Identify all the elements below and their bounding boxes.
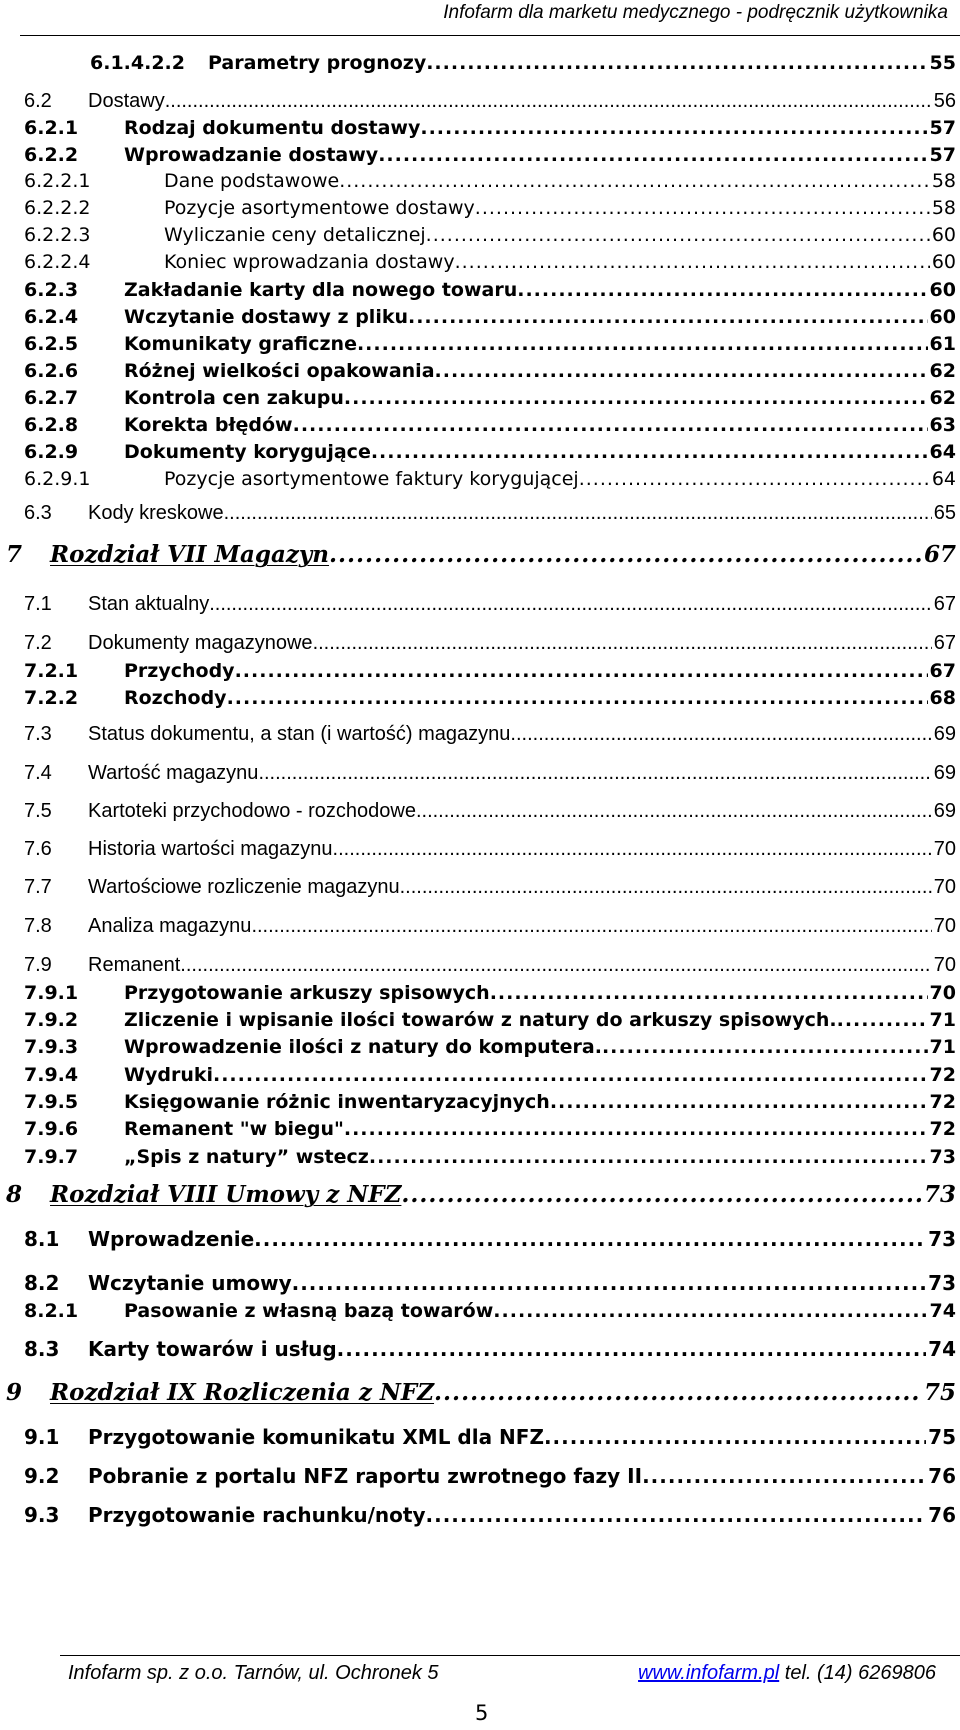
toc-entry-number: 6.3 [24,502,52,524]
running-header: Infofarm dla marketu medycznego - podręcznik użytkownika [443,2,948,23]
toc-entry-title: Status dokumentu, a stan (i wartość) magazynu [88,723,511,745]
toc-dot-leader [313,630,932,656]
toc-entry-title: Pozycje asortymentowe faktury korygującej [164,468,579,490]
toc-entry[interactable] [24,195,956,221]
toc-entry-title: Koniec wprowadzania dostawy [164,251,455,273]
toc-entry-page: 74 [929,1300,956,1322]
toc-entry-number: 7.9.5 [24,1091,79,1113]
toc-dot-leader [329,542,922,568]
toc-entry[interactable] [6,542,956,568]
toc-entry-title: Zakładanie karty dla nowego towaru [124,279,518,301]
toc-entry[interactable] [90,50,956,76]
toc-dot-leader [416,798,932,824]
toc-dot-leader [490,980,928,1006]
toc-entry-page: 55 [929,52,956,74]
toc-entry-number: 6.2.2.1 [24,170,91,192]
toc-dot-leader [180,952,931,978]
toc-entry-page: 70 [933,838,956,860]
toc-entry[interactable] [24,1424,956,1450]
toc-entry-number: 7.5 [24,800,52,822]
toc-entry[interactable] [6,1380,956,1406]
toc-entry-page: 71 [929,1036,956,1058]
toc-dot-leader [420,115,927,141]
toc-entry-page: 75 [923,1379,956,1406]
toc-entry-page: 67 [923,541,956,568]
toc-dot-leader [426,222,930,248]
toc-entry-page: 75 [928,1425,956,1449]
toc-dot-leader [455,249,930,275]
toc-entry-title: Przygotowanie rachunku/noty [88,1503,426,1527]
toc-dot-leader [344,1116,928,1142]
toc-entry-page: 64 [929,441,956,463]
toc-dot-leader [435,358,928,384]
toc-dot-leader [258,760,931,786]
toc-entry-number: 6.2.2.3 [24,224,91,246]
toc-entry-number: 7.2.2 [24,687,79,709]
toc-entry-number: 6.2.1 [24,117,79,139]
toc-entry[interactable] [24,836,956,862]
toc-entry-number: 8.2.1 [24,1300,79,1322]
toc-entry-page: 67 [933,593,956,615]
toc-entry-page: 62 [929,387,956,409]
toc-dot-leader [426,1502,927,1528]
toc-entry[interactable] [24,385,956,411]
toc-entry-number: 7.9.6 [24,1118,79,1140]
toc-entry-page: 62 [929,360,956,382]
toc-entry-title: Zliczenie i wpisanie ilości towarów z natury do arkuszy spisowych. [124,1009,837,1031]
toc-entry-page: 69 [933,723,956,745]
toc-entry-page: 76 [928,1503,956,1527]
toc-dot-leader [224,500,932,526]
toc-entry-title: Dokumenty korygujące [124,441,371,463]
toc-entry-number: 6.2.3 [24,279,79,301]
toc-entry-title: Dane podstawowe [164,170,340,192]
toc-dot-leader [426,50,927,76]
toc-entry-title: Karty towarów i usług [88,1337,337,1361]
toc-entry-title: Pasowanie z własną bazą towarów [124,1300,494,1322]
toc-dot-leader [213,1062,928,1088]
toc-entry[interactable] [24,1463,956,1489]
page-footer [68,1660,936,1686]
toc-dot-leader [475,195,930,221]
toc-entry-number: 7 [6,541,23,568]
toc-entry-title: Wczytanie umowy [88,1271,292,1295]
toc-entry-page: 61 [929,333,956,355]
toc-entry-title: Wprowadzenie [88,1227,255,1251]
toc-entry-number: 7.7 [24,876,52,898]
toc-entry-title: Wczytanie dostawy z pliku [124,306,408,328]
toc-entry-number: 6.2.2 [24,144,79,166]
toc-entry-number: 7.8 [24,915,52,937]
toc-dot-leader [517,277,927,303]
toc-entry-title: Rodzaj dokumentu dostawy [124,117,421,139]
toc-entry-number: 6.2.4 [24,306,79,328]
toc-dot-leader [544,1424,926,1450]
toc-entry-title: Historia wartości magazynu [88,838,333,860]
toc-dot-leader [550,1089,928,1115]
toc-entry[interactable] [24,913,956,939]
toc-entry-page: 60 [931,224,956,246]
toc-entry-title: Analiza magazynu [88,915,252,937]
toc-entry-page: 72 [929,1064,956,1086]
toc-dot-leader [292,1270,927,1296]
toc-entry-page: 73 [929,1146,956,1168]
toc-dot-leader [357,331,928,357]
toc-entry-title: Księgowanie różnic inwentaryzacyjnych [124,1091,550,1113]
toc-entry-number: 6.2.9.1 [24,468,91,490]
toc-entry-page: 67 [929,660,956,682]
toc-entry[interactable] [24,721,956,747]
footer-website-link[interactable]: www.infofarm.pl [638,1662,780,1684]
toc-entry-title: „Spis z natury” wstecz [124,1146,369,1168]
toc-dot-leader [293,412,928,438]
footer-rule [60,1655,960,1656]
toc-entry[interactable] [24,630,956,656]
toc-entry-page: 60 [931,251,956,273]
toc-entry[interactable] [24,1144,956,1170]
toc-entry-page: 69 [933,762,956,784]
toc-entry-page: 73 [928,1227,956,1251]
toc-entry-page: 71 [929,1009,956,1031]
toc-entry[interactable] [24,249,956,275]
toc-entry-number: 6.2.5 [24,333,79,355]
toc-entry-title: Wyliczanie ceny detalicznej [164,224,426,246]
toc-dot-leader [401,1182,922,1208]
toc-entry-title: Różnej wielkości opakowania [124,360,435,382]
toc-entry-title: Pozycje asortymentowe dostawy [164,197,475,219]
toc-entry[interactable] [24,1062,956,1088]
toc-entry-title: Dostawy [88,90,165,112]
toc-entry-number: 7.1 [24,593,52,615]
toc-entry-number: 6.2.9 [24,441,79,463]
toc-dot-leader [378,142,927,168]
toc-dot-leader [339,168,930,194]
toc-dot-leader [254,1226,926,1252]
toc-entry-number: 6.2.6 [24,360,79,382]
toc-entry-page: 56 [933,90,956,112]
toc-entry-page: 70 [929,982,956,1004]
toc-entry[interactable] [6,1182,956,1208]
toc-entry-number: 8 [6,1181,23,1208]
toc-entry-title: Przychody [124,660,235,682]
toc-entry[interactable] [24,466,956,492]
toc-entry-page: 60 [929,306,956,328]
toc-entry-page: 63 [929,414,956,436]
toc-entry-number: 9.1 [24,1425,60,1449]
toc-entry[interactable] [24,798,956,824]
toc-entry-title: Remanent "w biegu" [124,1118,344,1140]
toc-entry-number: 6.2.7 [24,387,79,409]
toc-entry-number: 8.2 [24,1271,60,1295]
toc-entry[interactable] [24,358,956,384]
toc-entry-title: Wydruki [124,1064,213,1086]
page-number: 5 [475,1701,489,1725]
toc-entry-title: Przygotowanie arkuszy spisowych [124,982,490,1004]
toc-entry-page: 72 [929,1091,956,1113]
toc-entry-title: Wprowadzenie ilości z natury do komputera. [124,1036,602,1058]
toc-entry[interactable] [24,142,956,168]
toc-entry-number: 7.2.1 [24,660,79,682]
toc-entry-page: 73 [928,1271,956,1295]
toc-dot-leader [400,874,932,900]
toc-dot-leader [165,88,932,114]
toc-entry-title: Kontrola cen zakupu [124,387,344,409]
toc-entry-number: 7.9.3 [24,1036,79,1058]
toc-entry[interactable] [24,222,956,248]
toc-dot-leader [579,466,930,492]
toc-entry-title: Rozdział VIII Umowy z NFZ [50,1181,402,1208]
toc-entry-page: 73 [923,1181,956,1208]
toc-entry[interactable] [24,115,956,141]
toc-dot-leader [602,1034,928,1060]
toc-entry-page: 64 [931,468,956,490]
toc-entry-page: 58 [931,197,956,219]
toc-entry-page: 57 [929,117,956,139]
toc-entry-number: 6.1.4.2.2 [90,52,185,74]
toc-dot-leader [371,439,928,465]
toc-entry-number: 9.2 [24,1464,60,1488]
toc-entry-title: Dokumenty magazynowe [88,632,313,654]
toc-entry-title: Rozdział IX Rozliczenia z NFZ [50,1379,435,1406]
toc-entry[interactable] [24,591,956,617]
toc-entry-title: Rozdział VII Magazyn [50,541,330,568]
toc-dot-leader [227,685,928,711]
toc-entry[interactable] [24,1298,956,1324]
toc-dot-leader [642,1463,926,1489]
toc-entry-page: 70 [933,876,956,898]
toc-entry-number: 7.4 [24,762,52,784]
toc-entry-title: Stan aktualny [88,593,210,615]
toc-entry-title: Parametry prognozy [208,52,427,74]
toc-dot-leader [408,304,928,330]
toc-entry[interactable] [24,439,956,465]
toc-entry-title: Przygotowanie komunikatu XML dla NFZ [88,1425,544,1449]
toc-entry-page: 70 [933,915,956,937]
toc-entry-number: 7.9 [24,954,52,976]
toc-entry[interactable] [24,277,956,303]
toc-entry[interactable] [24,412,956,438]
toc-entry[interactable] [24,1270,956,1296]
toc-entry-number: 8.1 [24,1227,60,1251]
toc-entry-page: 68 [929,687,956,709]
toc-entry-page: 74 [928,1337,956,1361]
toc-entry[interactable] [24,500,956,526]
toc-dot-leader [493,1298,927,1324]
toc-entry-number: 7.2 [24,632,52,654]
toc-entry-number: 7.9.1 [24,982,79,1004]
toc-dot-leader [510,721,931,747]
toc-entry-number: 9 [6,1379,23,1406]
toc-entry-number: 7.9.2 [24,1009,79,1031]
toc-entry-title: Remanent [88,954,181,976]
toc-entry[interactable] [24,168,956,194]
toc-dot-leader [434,1380,922,1406]
toc-entry-number: 7.3 [24,723,52,745]
toc-dot-leader [333,836,932,862]
toc-entry-number: 6.2 [24,90,52,112]
toc-entry-number: 6.2.2.2 [24,197,91,219]
toc-entry-page: 58 [931,170,956,192]
toc-entry-title: Pobranie z portalu NFZ raportu zwrotnego fazy II [88,1464,643,1488]
toc-entry-number: 7.9.7 [24,1146,79,1168]
toc-entry[interactable] [24,685,956,711]
toc-entry[interactable] [24,304,956,330]
toc-entry-page: 67 [933,632,956,654]
toc-entry-title: Wprowadzanie dostawy [124,144,379,166]
toc-entry[interactable] [24,980,956,1006]
toc-entry[interactable] [24,1034,956,1060]
toc-entry-title: Kartoteki przychodowo - rozchodowe [88,800,416,822]
toc-entry-number: 7.9.4 [24,1064,79,1086]
toc-entry[interactable] [24,658,956,684]
toc-dot-leader [209,591,932,617]
toc-entry-title: Komunikaty graficzne [124,333,357,355]
footer-phone: tel. (14) 6269806 [784,1662,936,1684]
toc-entry[interactable] [24,1007,956,1033]
toc-dot-leader [344,385,928,411]
toc-entry[interactable] [24,1226,956,1252]
toc-entry-number: 7.6 [24,838,52,860]
toc-entry[interactable] [24,1502,956,1528]
toc-entry[interactable] [24,88,956,114]
toc-entry[interactable] [24,1116,956,1142]
toc-entry-page: 76 [928,1464,956,1488]
toc-entry[interactable] [24,331,956,357]
toc-dot-leader [369,1144,928,1170]
toc-entry[interactable] [24,760,956,786]
toc-entry-title: Wartościowe rozliczenie magazynu [88,876,400,898]
toc-entry-page: 60 [929,279,956,301]
toc-entry-page: 57 [929,144,956,166]
toc-entry-page: 69 [933,800,956,822]
toc-entry-page: 72 [929,1118,956,1140]
toc-entry[interactable] [24,1336,956,1362]
toc-entry-number: 6.2.8 [24,414,79,436]
toc-entry-title: Wartość magazynu [88,762,259,784]
toc-entry-page: 70 [933,954,956,976]
toc-entry-number: 6.2.2.4 [24,251,91,273]
toc-entry-number: 9.3 [24,1503,60,1527]
toc-dot-leader [235,658,928,684]
toc-entry-number: 8.3 [24,1337,60,1361]
toc-entry[interactable] [24,952,956,978]
toc-entry[interactable] [24,1089,956,1115]
toc-entry-page: 65 [933,502,956,524]
toc-dot-leader [337,1336,926,1362]
toc-entry[interactable] [24,874,956,900]
toc-entry-title: Rozchody [124,687,227,709]
footer-company: Infofarm sp. z o.o. Tarnów, ul. Ochronek 5 [68,1662,439,1684]
toc-entry-title: Kody kreskowe [88,502,224,524]
toc-entry-title: Korekta błędów [124,414,293,436]
toc-dot-leader [837,1007,928,1033]
toc-dot-leader [251,913,931,939]
